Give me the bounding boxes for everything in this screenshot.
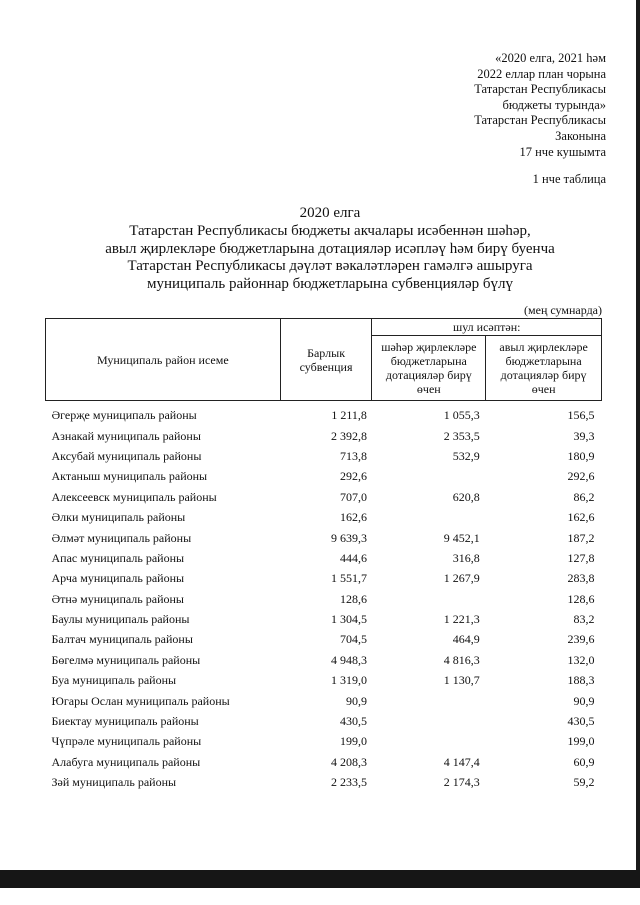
row-city: 9 452,1 <box>443 530 480 545</box>
annex-line: 2022 еллар план чорына <box>477 66 606 81</box>
title-line: муниципаль районнар бюджетларына субвенцияләр бүлү <box>146 276 514 293</box>
row-rural: 187,2 <box>567 530 595 545</box>
row-total: 162,6 <box>339 510 367 525</box>
row-name: Арча муниципаль районы <box>51 571 185 586</box>
row-rural: 60,9 <box>573 754 595 769</box>
row-city <box>372 589 486 609</box>
row-rural: 283,8 <box>567 571 595 586</box>
row-rural: 127,8 <box>567 550 595 565</box>
annex-line: Татарстан Республикасы <box>474 113 606 128</box>
annex-line: Законына <box>555 128 606 143</box>
title-line: 2020 елга <box>299 205 361 221</box>
row-rural: 132,0 <box>567 652 595 667</box>
header-name: Муниципаль район исеме <box>46 319 281 401</box>
table-row <box>46 772 602 792</box>
row-total: 2 392,8 <box>330 428 367 443</box>
row-city: 4 816,3 <box>443 652 480 667</box>
row-total: 713,8 <box>339 448 367 463</box>
row-name: Әлмәт муниципаль районы <box>51 530 192 545</box>
scan-bottom-edge <box>0 870 640 888</box>
row-total: 128,6 <box>339 591 367 606</box>
title-line: Татарстан Республикасы бюджеты акчалары исәбеннән шәһәр, <box>129 222 531 239</box>
row-city: 620,8 <box>452 489 480 504</box>
row-name: Алабуга муниципаль районы <box>51 754 201 769</box>
row-name: Буа муниципаль районы <box>51 673 177 688</box>
row-rural: 83,2 <box>573 612 595 627</box>
header-total: Барлык субвенция <box>280 319 372 401</box>
row-city: 1 055,3 <box>443 408 480 423</box>
title-line: Татарстан Республикасы дәүләт вәкаләтләрен гамәлгә ашыруга <box>127 258 533 275</box>
table-row <box>46 650 602 670</box>
row-name: Әтнә муниципаль районы <box>51 591 184 606</box>
table-row <box>46 711 602 731</box>
row-rural: 86,2 <box>573 489 595 504</box>
table-row <box>46 425 602 445</box>
row-total: 1 304,5 <box>330 612 367 627</box>
row-rural: 128,6 <box>567 591 595 606</box>
row-rural: 156,5 <box>567 408 595 423</box>
table-row <box>46 446 602 466</box>
row-total: 4 948,3 <box>330 652 367 667</box>
row-name: Әлки муниципаль районы <box>51 510 186 525</box>
table-row <box>46 507 602 527</box>
row-name: Биектау муниципаль районы <box>51 714 199 729</box>
row-total: 1 319,0 <box>330 673 367 688</box>
header-city: шәһәр җирлекләре бюджетларына дотацияләр бирү өчен <box>372 336 486 401</box>
row-total: 1 551,7 <box>330 571 367 586</box>
row-rural: 39,3 <box>573 428 595 443</box>
row-name: Апас муниципаль районы <box>51 550 185 565</box>
annex-line: «2020 елга, 2021 һәм <box>495 51 606 65</box>
table-row <box>46 401 602 426</box>
header-rural: авыл җирлекләре бюджетларына дотацияләр бирү өчен <box>486 336 602 401</box>
row-name: Алексеевск муниципаль районы <box>51 489 217 504</box>
document-title <box>40 205 620 294</box>
row-rural: 199,0 <box>567 734 595 749</box>
row-city: 532,9 <box>452 448 480 463</box>
row-city: 1 267,9 <box>443 571 480 586</box>
row-total: 4 208,3 <box>330 754 367 769</box>
row-name: Баулы муниципаль районы <box>51 612 190 627</box>
row-city: 1 221,3 <box>443 612 480 627</box>
table-row <box>46 731 602 751</box>
table-row <box>46 568 602 588</box>
row-total: 444,6 <box>339 550 367 565</box>
table-row <box>46 752 602 772</box>
row-name: Зәй муниципаль районы <box>51 775 177 790</box>
row-city <box>372 731 486 751</box>
table-row <box>46 690 602 710</box>
header-including: шул исәптән: <box>372 319 602 336</box>
table-row <box>46 609 602 629</box>
row-city <box>372 711 486 731</box>
row-name: Югары Ослан муниципаль районы <box>51 693 230 708</box>
row-total: 704,5 <box>339 632 367 647</box>
table-row <box>46 548 602 568</box>
row-total: 2 233,5 <box>330 775 367 790</box>
row-total: 292,6 <box>339 469 367 484</box>
row-city: 2 353,5 <box>443 428 480 443</box>
annex-reference <box>474 51 606 160</box>
table-row <box>46 466 602 486</box>
row-name: Чүпрәле муниципаль районы <box>51 734 202 749</box>
row-total: 1 211,8 <box>331 408 367 423</box>
table-row <box>46 629 602 649</box>
table-row <box>46 589 602 609</box>
row-city <box>372 690 486 710</box>
row-rural: 59,2 <box>573 775 595 790</box>
row-total: 199,0 <box>339 734 367 749</box>
row-name: Балтач муниципаль районы <box>51 632 193 647</box>
row-name: Әгерҗе муниципаль районы <box>51 408 197 423</box>
units-note: (мең сумнарда) <box>524 303 602 317</box>
row-rural: 180,9 <box>567 448 595 463</box>
row-total: 90,9 <box>345 693 367 708</box>
row-name: Азнакай муниципаль районы <box>51 428 201 443</box>
row-city: 1 130,7 <box>443 673 480 688</box>
table-row <box>46 487 602 507</box>
row-city <box>372 507 486 527</box>
row-rural: 162,6 <box>567 510 595 525</box>
table-row <box>46 670 602 690</box>
subvention-table <box>45 318 602 792</box>
row-rural: 90,9 <box>573 693 595 708</box>
title-line: авыл җирлекләре бюджетларына дотацияләр исәпләү һәм бирү буенча <box>105 240 555 257</box>
row-rural: 188,3 <box>567 673 595 688</box>
annex-line: Татарстан Республикасы <box>474 82 606 97</box>
row-city: 316,8 <box>452 550 480 565</box>
row-city: 464,9 <box>452 632 480 647</box>
row-city: 4 147,4 <box>443 754 480 769</box>
row-city: 2 174,3 <box>443 775 480 790</box>
row-name: Аксубай муниципаль районы <box>51 448 202 463</box>
row-rural: 292,6 <box>567 469 595 484</box>
row-total: 430,5 <box>339 714 367 729</box>
row-name: Бөгелмә муниципаль районы <box>51 652 201 667</box>
annex-line: бюджеты турында» <box>502 97 606 112</box>
row-total: 9 639,3 <box>330 530 367 545</box>
scan-right-edge <box>636 0 640 872</box>
row-total: 707,0 <box>339 489 367 504</box>
table-label: 1 нче таблица <box>532 172 606 186</box>
row-city <box>372 466 486 486</box>
row-rural: 239,6 <box>567 632 595 647</box>
row-rural: 430,5 <box>567 714 595 729</box>
annex-line: 17 нче кушымта <box>519 144 606 159</box>
table-row <box>46 527 602 547</box>
row-name: Актаныш муниципаль районы <box>51 469 208 484</box>
